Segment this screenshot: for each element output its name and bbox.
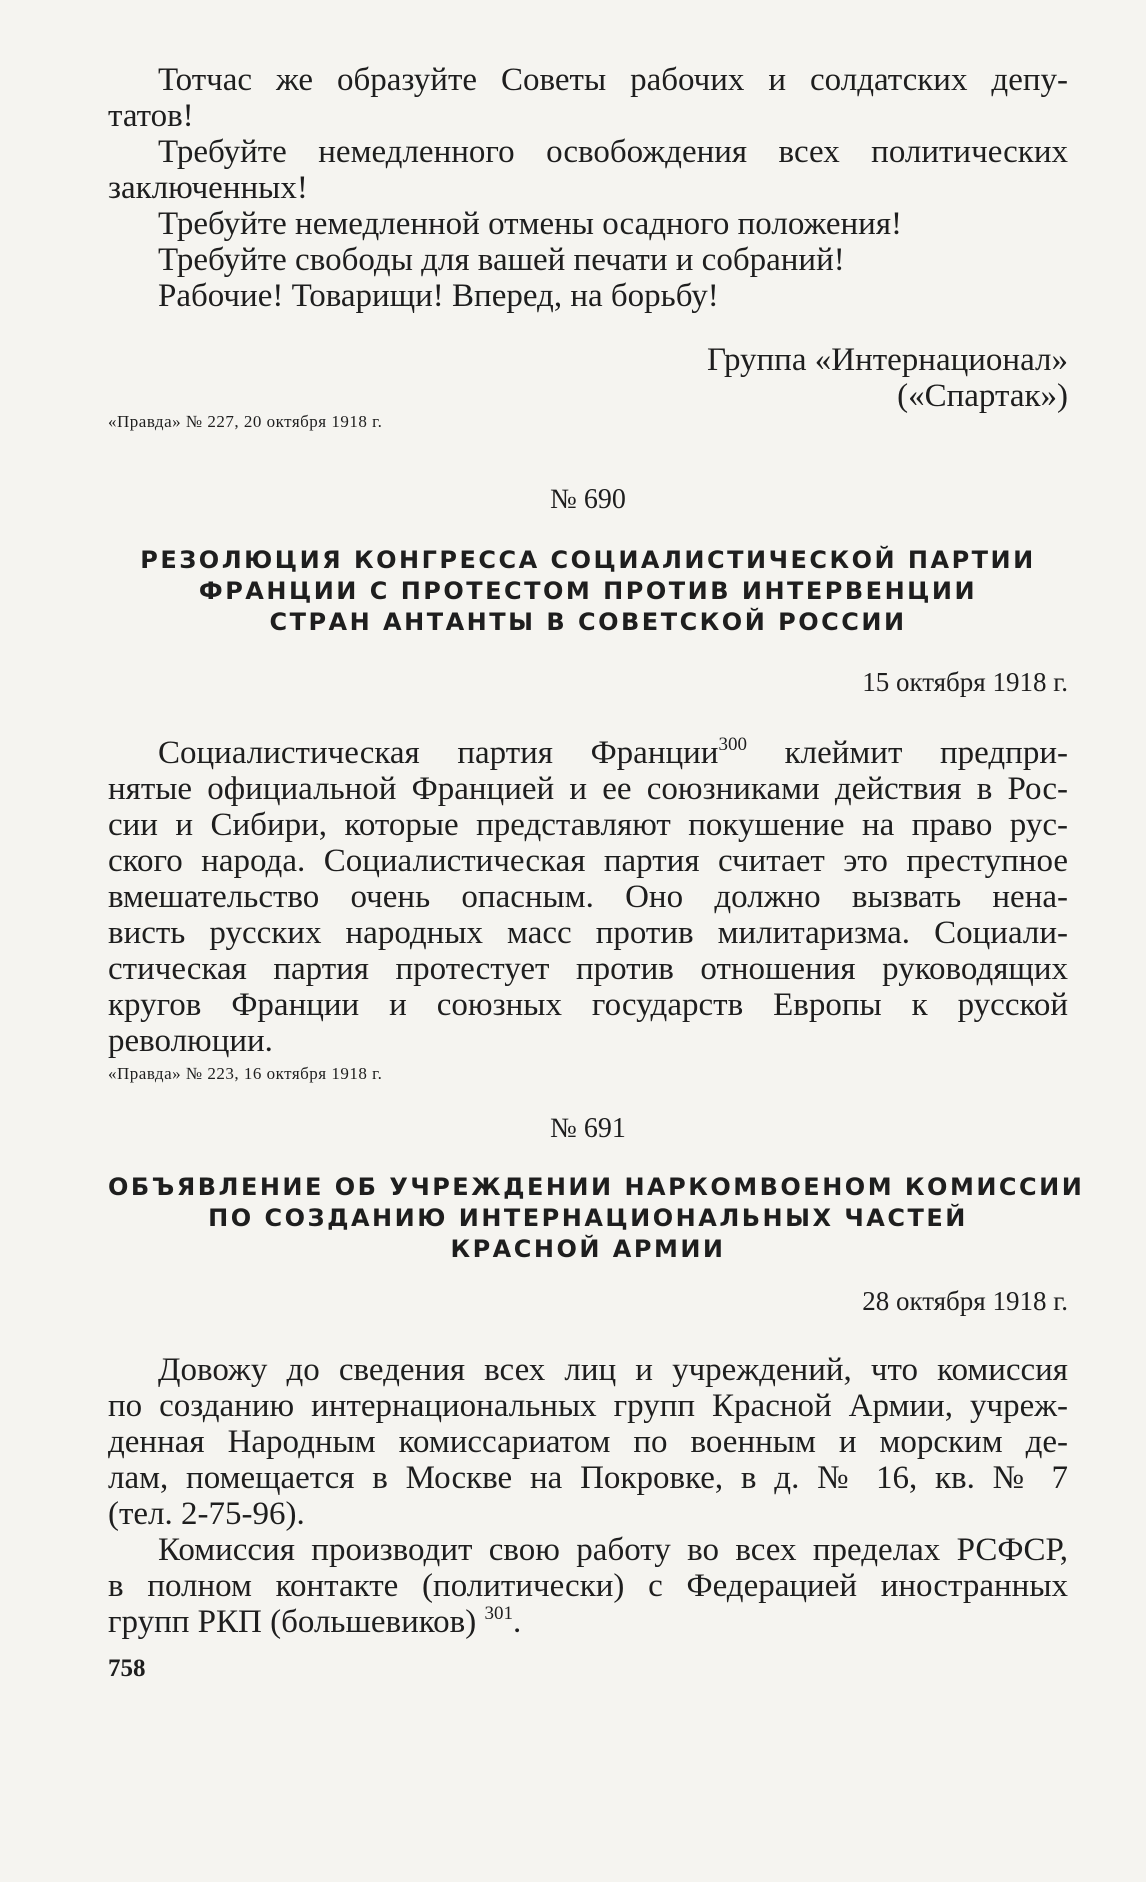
title-line: ФРАНЦИИ С ПРОТЕСТОМ ПРОТИВ ИНТЕРВЕНЦИИ bbox=[198, 577, 978, 605]
footnote-ref: 300 bbox=[718, 734, 747, 755]
announcement-text bbox=[108, 1352, 1068, 1640]
text-line: нятые официальной Францией и ее союзниками действия в Рос- bbox=[108, 771, 1068, 807]
text-fragment: клеймит предпри- bbox=[746, 735, 1068, 771]
text-line: Требуйте немедленной отмены осадного положения! bbox=[158, 206, 902, 242]
text-fragment: Социалистическая партия Франции bbox=[158, 735, 719, 771]
text-line: висть русских народных масс против милитаризма. Социали- bbox=[108, 915, 1068, 951]
title-line: ПО СОЗДАНИЮ ИНТЕРНАЦИОНАЛЬНЫХ ЧАСТЕЙ bbox=[208, 1204, 968, 1232]
text-line: татов! bbox=[108, 98, 194, 134]
document-title bbox=[108, 545, 1068, 638]
title-line: КРАСНОЙ АРМИИ bbox=[450, 1235, 726, 1263]
text-line: денная Народным комиссариатом по военным и морским де- bbox=[108, 1424, 1068, 1460]
signature bbox=[108, 342, 1068, 414]
text-line: Рабочие! Товарищи! Вперед, на борьбу! bbox=[158, 278, 719, 314]
document-number: № 691 bbox=[550, 1113, 626, 1144]
text-line: по созданию интернациональных групп Красной Армии, учреж- bbox=[108, 1388, 1068, 1424]
text-line: в полном контакте (политически) с Федерацией иностранных bbox=[108, 1568, 1068, 1604]
signature-line: («Спартак») bbox=[897, 378, 1068, 414]
top-section-text bbox=[108, 62, 1068, 314]
text-line: лам, помещается в Москве на Покровке, в д. № 16, кв. № 7 bbox=[108, 1460, 1068, 1496]
page-number: 758 bbox=[108, 1655, 146, 1682]
text-line: заключенных! bbox=[108, 170, 308, 206]
text-fragment: . bbox=[512, 1604, 522, 1640]
text-line: вмешательство очень опасным. Оно должно вызвать нена- bbox=[108, 879, 1068, 915]
title-line: СТРАН АНТАНТЫ В СОВЕТСКОЙ РОССИИ bbox=[269, 608, 907, 636]
text-line bbox=[108, 1604, 1068, 1640]
title-line: РЕЗОЛЮЦИЯ КОНГРЕССА СОЦИАЛИСТИЧЕСКОЙ ПАРТИИ bbox=[140, 546, 1036, 574]
document-date: 28 октября 1918 г. bbox=[862, 1286, 1068, 1316]
text-fragment: групп РКП (большевиков) bbox=[108, 1604, 485, 1640]
source-citation: «Правда» № 227, 20 октября 1918 г. bbox=[108, 412, 383, 431]
text-line: кругов Франции и союзных государств Европы к русской bbox=[108, 987, 1068, 1023]
text-line: Требуйте свободы для вашей печати и собраний! bbox=[158, 242, 845, 278]
text-line: (тел. 2-75-96). bbox=[108, 1496, 305, 1532]
text-line bbox=[108, 735, 1068, 771]
text-line: стическая партия протестует против отношения руководящих bbox=[108, 951, 1068, 987]
text-line: революции. bbox=[108, 1023, 273, 1059]
text-line: Тотчас же образуйте Советы рабочих и солдатских депу- bbox=[158, 62, 1068, 98]
resolution-text bbox=[108, 735, 1068, 1059]
document-title bbox=[108, 1172, 1085, 1265]
text-line: Довожу до сведения всех лиц и учреждений, что комиссия bbox=[158, 1352, 1068, 1388]
signature-line: Группа «Интернационал» bbox=[706, 342, 1068, 378]
text-line: Комиссия производит свою работу во всех пределах РСФСР, bbox=[158, 1532, 1068, 1568]
document-number: № 690 bbox=[550, 484, 626, 515]
text-line: ского народа. Социалистическая партия считает это преступное bbox=[108, 843, 1068, 879]
document-date: 15 октября 1918 г. bbox=[862, 667, 1068, 697]
title-line: ОБЪЯВЛЕНИЕ ОБ УЧРЕЖДЕНИИ НАРКОМВОЕНОМ КОМИССИИ bbox=[108, 1173, 1085, 1201]
text-line: Требуйте немедленного освобождения всех политических bbox=[158, 134, 1068, 170]
source-citation: «Правда» № 223, 16 октября 1918 г. bbox=[108, 1064, 383, 1083]
text-line: сии и Сибири, которые представляют покушение на право рус- bbox=[108, 807, 1068, 843]
footnote-ref: 301 bbox=[484, 1603, 513, 1624]
